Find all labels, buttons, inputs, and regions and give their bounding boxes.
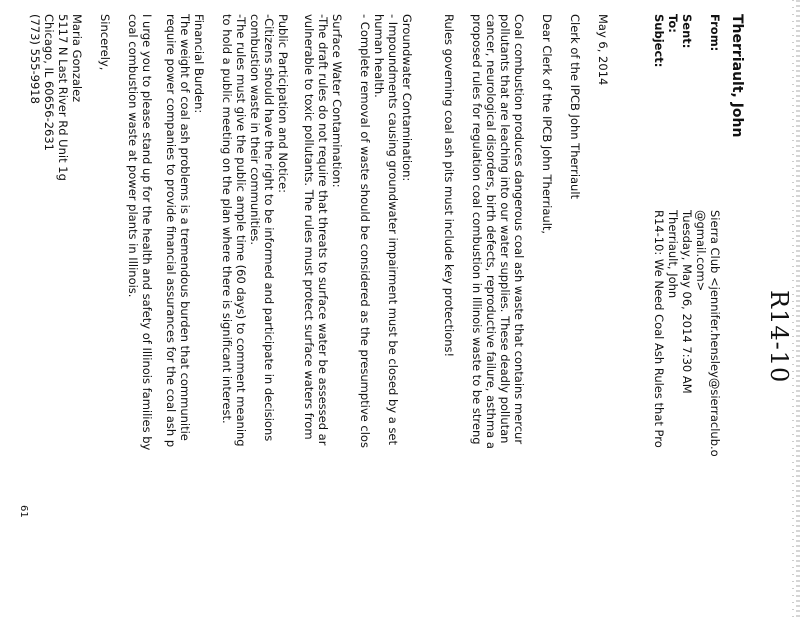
page-number: 61 [18,505,29,518]
intro-line: pollutants that are leaching into our water supplies. These deadly pollutan [498,14,512,444]
letter-signoff: Sincerely, [98,14,112,71]
intro-line: proposed rules for regulation coal combustion in Illinois waste to be streng [470,14,484,445]
letter-addressee: Clerk of the IPCB John Therriault [568,14,582,200]
to-label: To: [666,14,680,33]
intro-paragraph [470,14,526,449]
from-value-line: Sierra Club <jennifer.hensley@sierraclub.o [708,210,722,457]
intro-line: cancer, neurological disorders, birth defects, reproductive failure, asthma a [484,14,498,449]
signature-phone: (773) 555-9918 [28,14,42,104]
section-line: - Complete removal of waste should be considered as the presumptive clos [358,14,372,448]
closing-line: I urge you to please stand up for the health and safety of Illinois families by [140,14,154,451]
section-groundwater [358,14,414,448]
section-line: vulnerable to toxic pollutants. The rules must protect surface waters from [302,14,316,440]
to-value: Therriault, John [666,210,680,299]
signature-block [28,14,84,181]
section-title: Groundwater Contamination: [400,14,414,182]
section-line: -The draft rules do not require that threats to surface water be assessed ar [316,14,330,446]
section-title: Surface Water Contamination: [330,14,344,188]
closing-paragraph [126,14,154,450]
closing-line: coal combustion waste at power plants in Illinois. [126,14,140,298]
docket-reference-code: R14-10 [765,290,793,384]
section-public-participation [220,14,290,447]
intro-line: Coal combustion produces dangerous coal ash waste that contains mercur [512,14,526,445]
scan-noise-band [796,0,800,618]
sent-value: Tuesday, May 06, 2014 7:30 AM [680,210,694,394]
section-line: human health. [372,14,386,98]
signature-address: 5117 N Last River Rd Unit 1g [56,14,70,181]
section-title: Public Participation and Notice: [276,14,290,194]
signature-name: Maria Gonzalez [70,14,84,103]
section-line: combustion waste in their communities. [248,14,262,246]
section-line: to hold a public meeting on the plan where there is significant interest. [220,14,234,424]
section-line: The weight of coal ash problems is a tremendous burden that communitie [178,14,192,441]
section-title: Financial Burden: [192,14,206,114]
letter-salutation: Dear Clerk of the IPCB John Therriault, [540,14,554,235]
from-value [694,210,722,457]
section-surface-water [302,14,344,445]
sent-label: Sent: [680,14,694,49]
from-label: From: [708,14,722,52]
key-protections-line: Rules governing coal ash pits must include key protections! [442,14,456,358]
subject-value: R14-10: We Need Coal Ash Rules that Pro [652,210,666,448]
section-line: require power companies to provide financial assurances for the coal ash p [164,14,178,448]
section-line: -Citizens should have the right to be informed and participate in decisions [262,14,276,442]
letter-date: May 6, 2014 [596,14,610,86]
signature-city: Chicago, IL 60656-2631 [42,14,56,151]
section-financial-burden [164,14,206,447]
section-line: -The rules must give the public ample time (60 days) to comment meaning [234,14,248,447]
from-value-line: @gmail.com> [694,210,708,292]
subject-label: Subject: [652,14,666,68]
section-line: - Impoundments causing groundwater impairment must be closed by a set [386,14,400,446]
header-recipient-name: Therriault, John [729,14,745,138]
